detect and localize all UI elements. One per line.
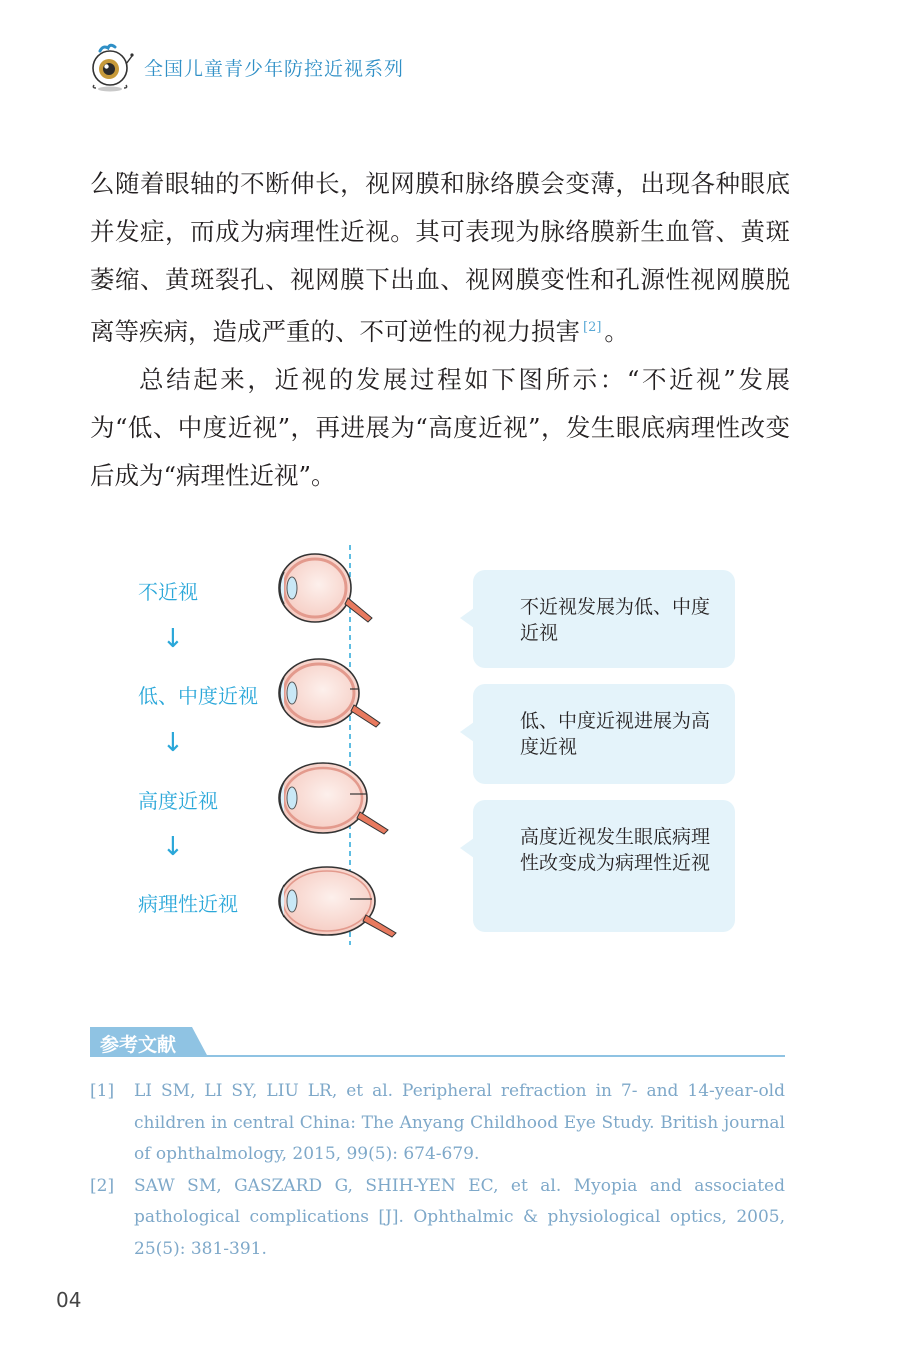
arrow-down-icon: ↓ — [162, 832, 184, 862]
explanation-bubble-2: 低、中度近视进展为高度近视 — [473, 684, 735, 784]
reference-number: [2] — [90, 1175, 115, 1196]
arrow-down-icon: ↓ — [162, 728, 184, 758]
references-list — [90, 1076, 785, 1265]
eye-high-myopia-icon — [279, 763, 388, 834]
page-number: 04 — [56, 1288, 82, 1312]
eye-low-moderate-myopia-icon — [279, 659, 380, 727]
page-header — [86, 42, 404, 92]
reference-text: SAW SM, GASZARD G, SHIH-YEN EC, et al. Myopia and associated pathological complications [J]. Ophthalmic & physiological optics, 2005, 25(5): 381-391. — [134, 1175, 785, 1259]
body-text — [90, 160, 790, 500]
eye-pathologic-myopia-icon — [279, 867, 396, 937]
reference-text: LI SM, LI SY, LIU LR, et al. Peripheral refraction in 7- and 14-year-old children in central China: The Anyang Childhood Eye Study. British journal of ophthalmology, 2015, 99(5): 674-679. — [134, 1081, 785, 1164]
eyeball-illustrations — [270, 540, 410, 950]
stage-pathologic-myopia: 病理性近视 — [138, 892, 238, 916]
explanation-bubble-3: 高度近视发生眼底病理性改变成为病理性近视 — [473, 800, 735, 932]
paragraph-1 — [90, 160, 790, 356]
reference-item — [90, 1171, 785, 1266]
references-divider — [190, 1055, 785, 1057]
explanation-bubble-1: 不近视发展为低、中度近视 — [473, 570, 735, 668]
eye-normal-icon — [279, 554, 372, 622]
paragraph-1-text: 么随着眼轴的不断伸长，视网膜和脉络膜会变薄，出现各种眼底并发症，而成为病理性近视。其可表现为脉络膜新生血管、黄斑萎缩、黄斑裂孔、视网膜下出血、视网膜变性和孔源性视网膜脱离等疾病，造成严重的、不可逆性的视力损害 — [90, 169, 790, 346]
paragraph-2: 总结起来，近视的发展过程如下图所示：“不近视”发展为“低、中度近视”，再进展为“高度近视”，发生眼底病理性改变后成为“病理性近视”。 — [90, 365, 790, 490]
eye-mascot-icon — [86, 42, 134, 92]
reference-number: [1] — [90, 1081, 115, 1101]
citation-2[interactable]: [2] — [583, 320, 602, 335]
reference-item — [90, 1076, 785, 1171]
stage-high-myopia: 高度近视 — [138, 789, 218, 813]
references-title: 参考文献 — [100, 1034, 177, 1056]
stage-low-moderate-myopia: 低、中度近视 — [138, 684, 258, 708]
series-title: 全国儿童青少年防控近视系列 — [144, 57, 405, 80]
references-header — [90, 1027, 785, 1059]
arrow-down-icon: ↓ — [162, 624, 184, 654]
stage-no-myopia: 不近视 — [138, 580, 198, 604]
paragraph-1-end: 。 — [604, 317, 629, 346]
